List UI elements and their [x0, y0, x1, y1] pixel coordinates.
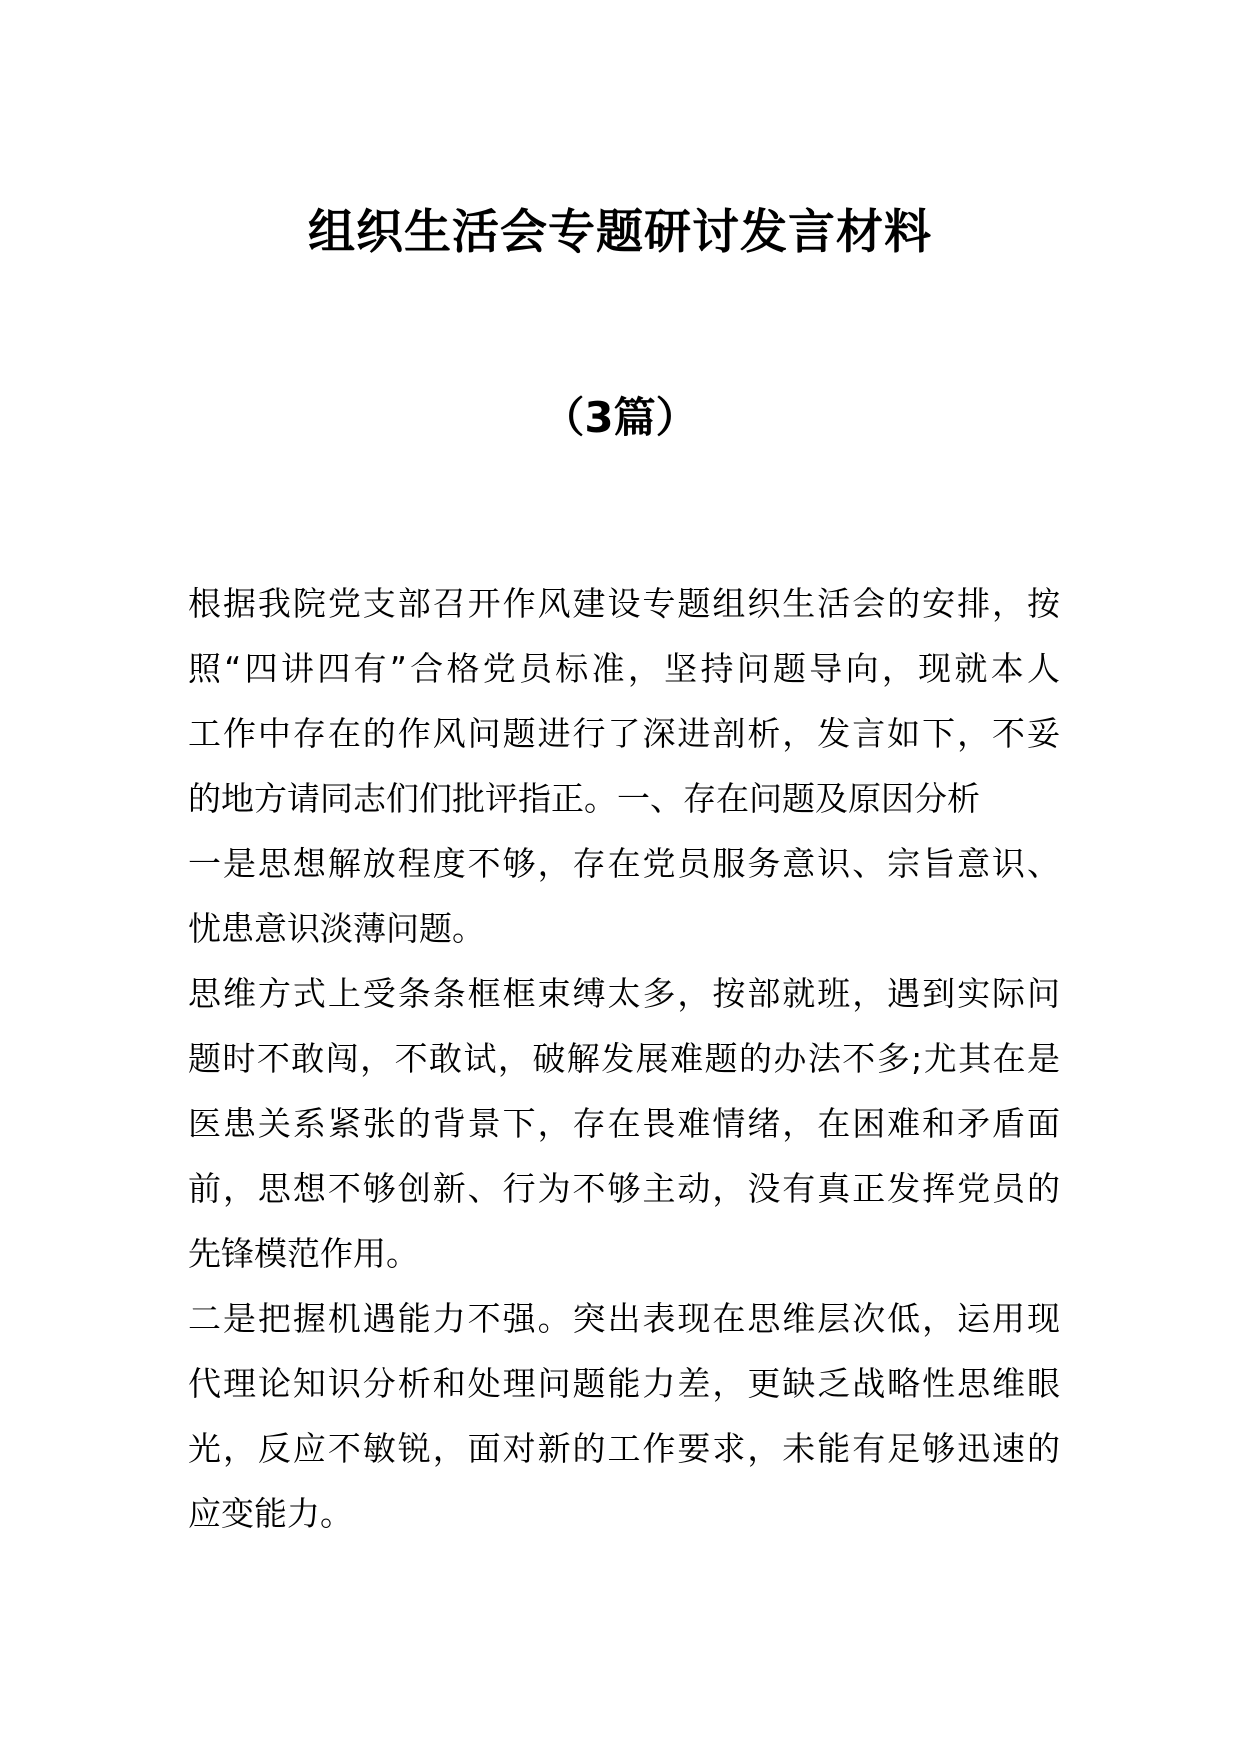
body-line: 一是思想解放程度不够，存在党员服务意识、宗旨意识、 [188, 844, 1060, 883]
body-line: 照“四讲四有”合格党员标准，坚持问题导向，现就本人 [188, 649, 1060, 688]
document-body [188, 571, 1060, 1546]
body-line: 代理论知识分析和处理问题能力差，更缺乏战略性思维眼 [188, 1364, 1060, 1403]
body-line: 忧患意识淡薄问题。 [188, 909, 485, 948]
body-line: 前，思想不够创新、行为不够主动，没有真正发挥党员的 [188, 1169, 1060, 1208]
body-line: 二是把握机遇能力不强。突出表现在思维层次低，运用现 [188, 1299, 1060, 1338]
body-line: 根据我院党支部召开作风建设专题组织生活会的安排，按 [188, 584, 1060, 623]
body-line: 光，反应不敏锐，面对新的工作要求，未能有足够迅速的 [188, 1429, 1060, 1468]
body-line: 工作中存在的作风问题进行了深进剖析，发言如下，不妥 [188, 714, 1060, 753]
body-line: 医患关系紧张的背景下，存在畏难情绪，在困难和矛盾面 [188, 1104, 1060, 1143]
document-subtitle: （3篇） [542, 393, 698, 442]
body-line: 应变能力。 [188, 1494, 353, 1533]
body-line: 思维方式上受条条框框束缚太多，按部就班，遇到实际问 [188, 974, 1060, 1013]
body-line: 先锋模范作用。 [188, 1234, 419, 1273]
body-line: 的地方请同志们们批评指正。一、存在问题及原因分析 [188, 779, 980, 818]
document-title: 组织生活会专题研讨发言材料 [308, 205, 932, 260]
body-line: 题时不敢闯，不敢试，破解发展难题的办法不多;尤其在是 [188, 1039, 1060, 1078]
